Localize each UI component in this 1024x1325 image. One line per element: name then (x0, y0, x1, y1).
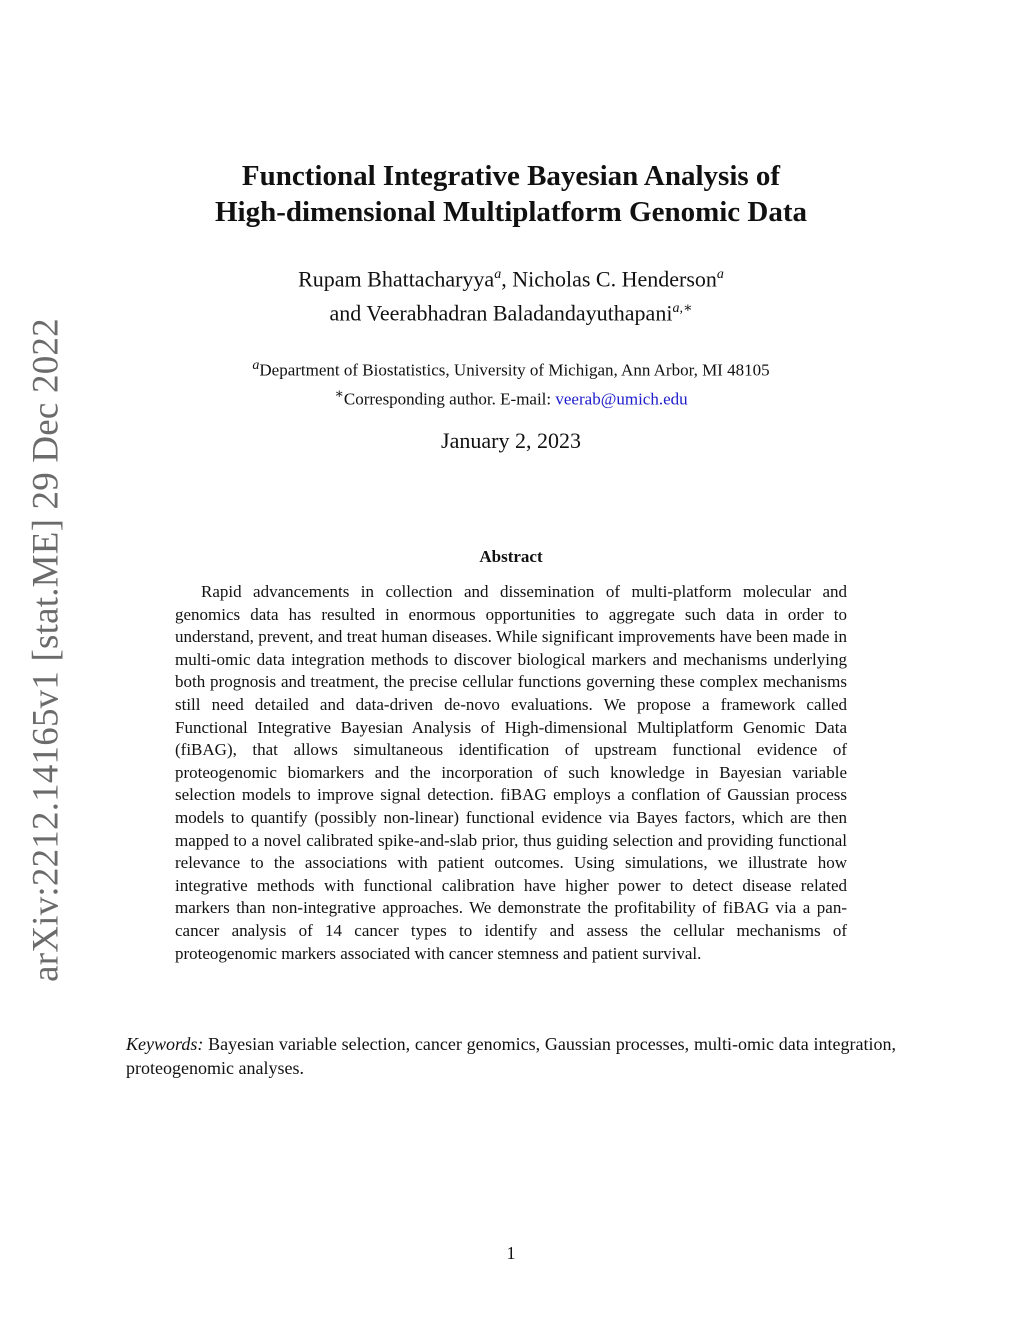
paper-page (126, 0, 896, 1325)
author-name: Rupam Bhattacharyya (298, 266, 495, 292)
keywords-label: Keywords: (126, 1034, 204, 1054)
affiliation-marker: a (494, 267, 502, 282)
author-name: Nicholas C. Henderson (512, 266, 717, 292)
corresponding-text: Corresponding author. E-mail: (343, 389, 556, 409)
keywords-text: Bayesian variable selection, cancer genomics, Gaussian processes, multi-omic data integration, proteogenomic analyses. (126, 1034, 896, 1078)
affiliation (126, 355, 896, 382)
title-line-1: Functional Integrative Bayesian Analysis of (241, 160, 781, 192)
paper-title (126, 158, 896, 230)
title-line-2: High-dimensional Multiplatform Genomic Data (214, 196, 808, 228)
page-number: 1 (506, 1243, 516, 1263)
affiliation-text: Department of Biostatistics, University of Michigan, Ann Arbor, MI 48105 (259, 360, 770, 380)
author-conjunction: and (329, 300, 367, 326)
author-name: Veerabhadran Baladandayuthapani (366, 300, 673, 326)
author-separator: , (501, 266, 513, 292)
keywords (126, 1032, 896, 1080)
author-line-2 (126, 294, 896, 328)
email-link[interactable]: veerab@umich.edu (555, 389, 688, 409)
affiliation-marker: a (716, 267, 724, 282)
abstract-body: Rapid advancements in collection and dissemination of multi-platform molecular and genomics data has resulted in enormous opportunities to aggregate such data in order to understand, prevent, and treat human diseases. While significant improvements have been made in multi-omic data integration methods to discover biological markers and mechanisms underlying both prognosis and treatment, the precise cellular functions governing these complex mechanisms still need detailed and data-driven de-novo evaluations. We propose a framework called Functional Integrative Bayesian Analysis of High-dimensional Multiplatform Genomic Data (fiBAG), that allows simultaneous identification of upstream functional evidence of proteogenomic biomarkers and the incorporation of such knowledge in Bayesian variable selection models to improve signal detection. fiBAG employs a conflation of Gaussian process models to quantify (possibly non-linear) functional evidence via Bayes factors, which are then mapped to a novel calibrated spike-and-slab prior, thus guiding selection and providing functional relevance to the associations with patient outcomes. Using simulations, we illustrate how integrative methods with functional calibration have higher power to detect disease related markers than non-integrative approaches. We demonstrate the profitability of fiBAG via a pan-cancer analysis of 14 cancer types to identify and assess the cellular mechanisms of proteogenomic markers associated with cancer stemness and patient survival. (175, 582, 847, 963)
affiliation-marker: a,∗ (672, 301, 693, 317)
abstract-heading: Abstract (479, 547, 543, 566)
affiliation-marker: a (252, 358, 260, 373)
corresponding-author (126, 384, 896, 411)
paper-date: January 2, 2023 (441, 428, 581, 453)
corresponding-marker: ∗ (334, 387, 344, 402)
author-line-1 (126, 260, 896, 294)
author-list (126, 260, 896, 329)
arxiv-identifier-stamp[interactable]: arXiv:2212.14165v1 [stat.ME] 29 Dec 2022 (25, 318, 67, 982)
